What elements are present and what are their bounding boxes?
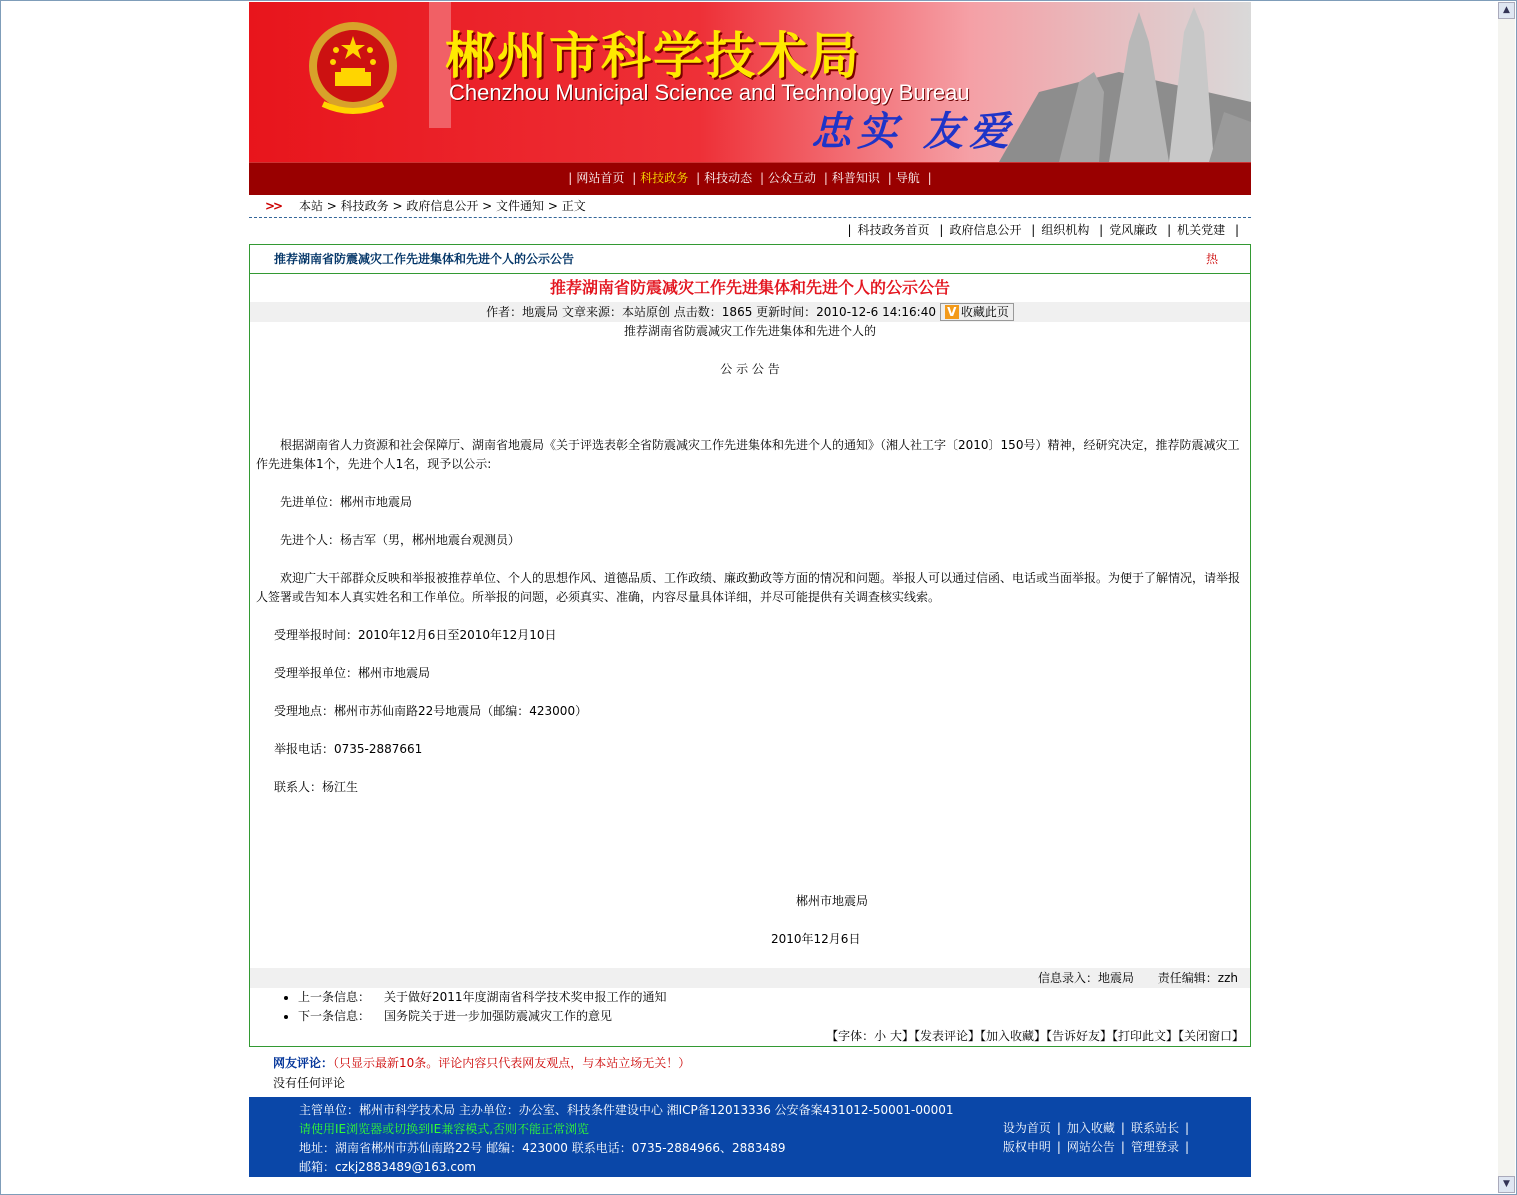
subnav-organization[interactable]: 组织机构 xyxy=(1041,223,1090,237)
content-para1: 根据湖南省人力资源和社会保障厅、湖南省地震局《关于评选表彰全省防震减灾工作先进集体和先进个人的通知》（湘人社工字〔2010〕150号）精神，经研究决定，推荐防震减灾工作先进集体1个，先进个人1名，现予以公示: xyxy=(256,438,1240,471)
banner-slogan: 忠实 友爱 xyxy=(811,108,1015,155)
site-footer: 主管单位：郴州市科学技术局 主办单位：办公室、科技条件建设中心 湘ICP备12013336 公安备案431012-50001-00001 请使用IE浏览器或切换到IE兼容模式,否则不能正常浏览 地址：湖南省郴州市苏仙南路22号 邮编：423000 联系电话：0735-2884966、2883489 邮箱：czkj2883489@163.com 设为首页 | 加入收藏 | 联系站长 | 版权申明 | 网站公告 | 管理登录 | xyxy=(249,1097,1251,1177)
next-item xyxy=(298,1007,1250,1026)
footer-line1: 主管单位：郴州市科学技术局 主办单位：办公室、科技条件建设中心 湘ICP备12013336 公安备案431012-50001-00001 xyxy=(299,1103,954,1117)
double-chevron-right-icon: >> xyxy=(265,199,282,213)
next-label: 下一条信息： xyxy=(298,1009,371,1023)
article-tools xyxy=(250,1026,1250,1046)
breadcrumb: >> 本站 > 科技政务 > 政府信息公开 > 文件通知 > 正文 xyxy=(249,195,1251,218)
nav-item-public-interaction[interactable]: 公众互动 xyxy=(768,171,817,185)
info-entry: 信息录入：地震局 xyxy=(1037,971,1134,985)
prev-label: 上一条信息： xyxy=(298,990,371,1004)
subnav-party-building[interactable]: 机关党建 xyxy=(1177,223,1226,237)
next-link[interactable]: 国务院关于进一步加强防震减灾工作的意见 xyxy=(384,1009,613,1023)
sub-nav: | 科技政务首页 | 政府信息公开 | 组织机构 | 党风廉政 | 机关党建 | xyxy=(847,223,1239,237)
hot-badge: 热 xyxy=(1205,252,1218,266)
article-head xyxy=(250,245,1250,274)
header-banner xyxy=(249,2,1251,162)
footer-line3: 地址：湖南省郴州市苏仙南路22号 邮编：423000 联系电话：0735-2884966、2883489 xyxy=(299,1141,786,1155)
prev-link[interactable]: 关于做好2011年度湖南省科学技术奖申报工作的通知 xyxy=(384,990,667,1004)
subnav-sci-gov-home[interactable]: 科技政务首页 xyxy=(857,223,930,237)
breadcrumb-notices[interactable]: 文件通知 xyxy=(496,199,545,213)
nav-item-home[interactable]: 网站首页 xyxy=(576,171,625,185)
comments-label: 网友评论： xyxy=(273,1056,334,1070)
breadcrumb-sci-gov[interactable]: 科技政务 xyxy=(340,199,389,213)
article-meta xyxy=(250,302,1250,322)
comments-section xyxy=(249,1053,1251,1093)
site-title-en: Chenzhou Municipal Science and Technology Bureau xyxy=(449,80,970,105)
info-editor: 责任编辑：zzh xyxy=(1157,971,1238,985)
footer-contact-admin[interactable]: 联系站长 xyxy=(1130,1121,1179,1135)
content-contact: 联系人：杨江生 xyxy=(274,780,359,794)
article-tools-links[interactable]: 【字体：小 大】【发表评论】【加入收藏】【告诉好友】【打印此文】【关闭窗口】 xyxy=(826,1029,1244,1043)
content-sign-date: 2010年12月6日 xyxy=(771,932,861,946)
bookmark-label: 收藏此页 xyxy=(960,305,1009,319)
nav-item-navigation[interactable]: 导航 xyxy=(895,171,920,185)
footer-add-favorite[interactable]: 加入收藏 xyxy=(1066,1121,1115,1135)
content-phone: 举报电话：0735-2887661 xyxy=(274,742,423,756)
breadcrumb-gov-info[interactable]: 政府信息公开 xyxy=(406,199,479,213)
content-place: 受理地点：郴州市苏仙南路22号地震局（邮编：423000） xyxy=(274,704,588,718)
article-footer-info xyxy=(250,968,1250,988)
bookmark-icon: V xyxy=(945,305,959,319)
nav-item-popular-science[interactable]: 科普知识 xyxy=(831,171,880,185)
nav-item-sci-news[interactable]: 科技动态 xyxy=(704,171,753,185)
article-box xyxy=(249,244,1251,1047)
footer-line2: 请使用IE浏览器或切换到IE兼容模式,否则不能正常浏览 xyxy=(299,1122,590,1136)
comments-note: （只显示最新10条。评论内容只代表网友观点，与本站立场无关！） xyxy=(333,1056,691,1070)
content-person: 先进个人：杨吉军（男，郴州地震台观测员） xyxy=(280,533,521,547)
content-report-unit: 受理举报单位：郴州市地震局 xyxy=(274,666,431,680)
site-title-cn: 郴州市科学技术局 xyxy=(445,27,861,85)
page-container xyxy=(249,2,1251,1177)
footer-copyright[interactable]: 版权申明 xyxy=(1002,1140,1051,1154)
footer-set-homepage[interactable]: 设为首页 xyxy=(1002,1121,1051,1135)
content-unit: 先进单位：郴州市地震局 xyxy=(280,495,413,509)
article-title: 推荐湖南省防震减灾工作先进集体和先进个人的公示公告 xyxy=(549,278,950,297)
comments-empty: 没有任何评论 xyxy=(273,1076,346,1090)
scroll-down-icon[interactable]: ▼ xyxy=(1498,1176,1515,1193)
footer-admin-login[interactable]: 管理登录 xyxy=(1130,1140,1179,1154)
subnav-integrity[interactable]: 党风廉政 xyxy=(1109,223,1158,237)
main-nav: | 网站首页 | 科技政务 | 科技动态 | 公众互动 | 科普知识 | 导航 | xyxy=(249,162,1251,195)
subnav-gov-info[interactable]: 政府信息公开 xyxy=(949,223,1022,237)
content-para2: 欢迎广大干部群众反映和举报被推荐单位、个人的思想作风、道德品质、工作政绩、廉政勤政等方面的情况和问题。举报人可以通过信函、电话或当面举报。为便于了解情况，请举报人签署或告知本人真实姓名和工作单位。所举报的问题，必须真实、准确，内容尽量具体详细，并尽可能提供有关调查核实线索。 xyxy=(256,571,1241,604)
content-intro: 推荐湖南省防震减灾工作先进集体和先进个人的 xyxy=(623,324,876,338)
statue-image xyxy=(999,2,1251,162)
content-sign-org: 郴州市地震局 xyxy=(796,894,869,908)
breadcrumb-site[interactable]: 本站 xyxy=(298,199,323,213)
bookmark-page-button[interactable] xyxy=(940,303,1014,321)
article-meta-text: 作者：地震局 文章来源：本站原创 点击数：1865 更新时间：2010-12-6 14:16:40 xyxy=(486,305,936,319)
national-emblem-icon xyxy=(303,14,403,124)
footer-line4: 邮箱：czkj2883489@163.com xyxy=(299,1160,476,1174)
article-content xyxy=(250,322,1250,968)
vertical-scrollbar[interactable] xyxy=(1498,2,1515,1193)
prev-next-list xyxy=(250,988,1250,1026)
article-head-title: 推荐湖南省防震减灾工作先进集体和先进个人的公示公告 xyxy=(274,252,575,266)
breadcrumb-current: 正文 xyxy=(561,199,586,213)
prev-item xyxy=(298,988,1250,1007)
footer-announcement[interactable]: 网站公告 xyxy=(1066,1140,1115,1154)
content-heading: 公 示 公 告 xyxy=(720,362,780,376)
scroll-up-icon[interactable]: ▲ xyxy=(1498,2,1515,19)
nav-item-sci-gov[interactable]: 科技政务 xyxy=(640,171,689,185)
content-time: 受理举报时间：2010年12月6日至2010年12月10日 xyxy=(274,628,557,642)
